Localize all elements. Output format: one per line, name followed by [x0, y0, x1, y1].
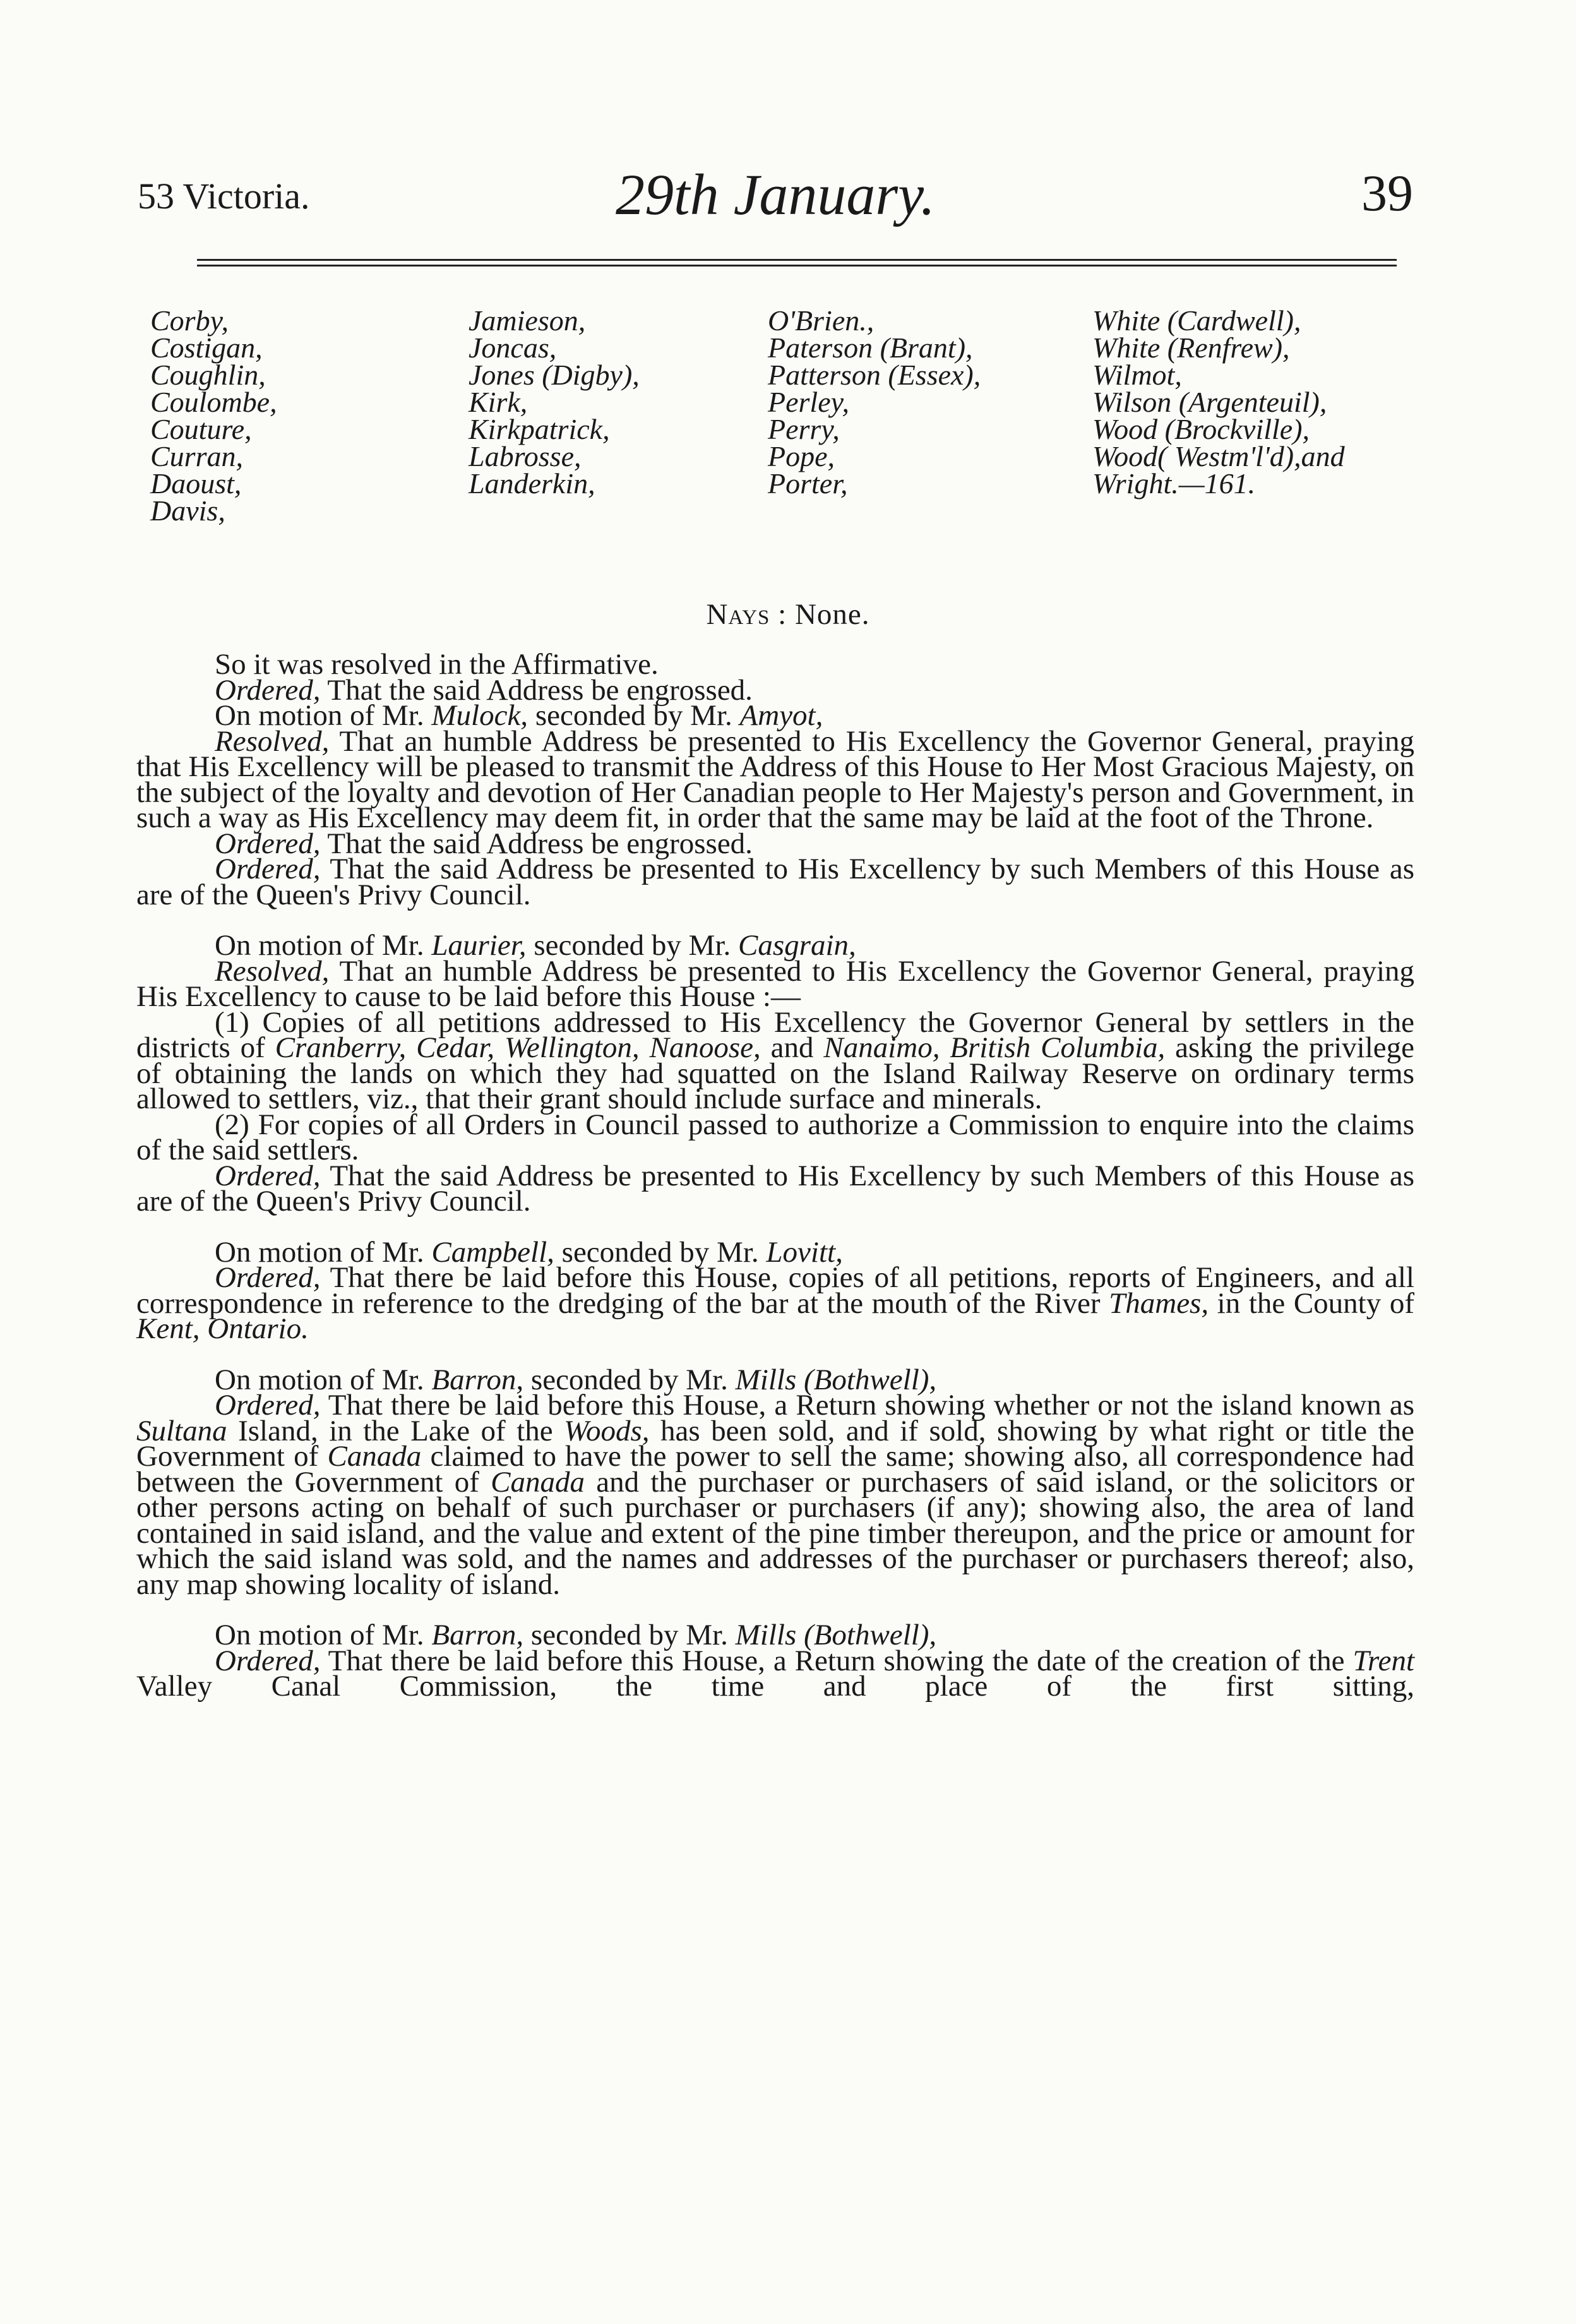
- member-name: White (Renfrew),: [1092, 332, 1290, 364]
- member-name: Perry,: [768, 413, 840, 445]
- member-name: Perley,: [768, 386, 849, 418]
- member-name: Landerkin,: [469, 467, 595, 500]
- session-label: 53 Victoria.: [138, 176, 310, 217]
- motion-line: On motion of Mr. Barron, seconded by Mr. Mills (Bothwell),: [215, 1619, 937, 1651]
- running-header: [138, 161, 1413, 231]
- member-name: Wilmot,: [1092, 359, 1182, 391]
- order-paragraph: Ordered, That there be laid before this House, a Return showing the date of the creation of the Trent Valley Canal Commission, the time and place of the first sitting,: [136, 1644, 1414, 1703]
- member-name: Wood( Westm'l'd),and: [1092, 440, 1345, 472]
- yeas-column-4: [1092, 304, 1345, 500]
- member-name: Pope,: [768, 440, 835, 472]
- member-name: Joncas,: [469, 332, 557, 364]
- member-name: Labrosse,: [469, 440, 582, 472]
- yeas-column-1: [150, 304, 277, 527]
- motion-line: On motion of Mr. Barron, seconded by Mr. Mills (Bothwell),: [215, 1363, 937, 1396]
- member-name: Corby,: [150, 304, 229, 337]
- member-name: Paterson (Brant),: [768, 332, 973, 364]
- order-paragraph: Ordered, That the said Address be engrossed.: [215, 827, 753, 860]
- member-name: Kirkpatrick,: [469, 413, 610, 445]
- member-name: Daoust,: [150, 467, 242, 500]
- member-name: Couture,: [150, 413, 252, 445]
- member-name: Costigan,: [150, 332, 263, 364]
- member-name: Wood (Brockville),: [1092, 413, 1310, 445]
- order-paragraph: Ordered, That there be laid before this House, a Return showing whether or not the island known as Sultana Island, in the Lake of the Woods, has been sold, and if sold, showing by what right or title the Government of Canada claimed to have the power to sell the same; showing also, all correspondence had between the Government of Canada and the purchaser or purchasers of said island, or the solicitors or other persons acting on behalf of such purchaser or purchasers (if any); showing also, the area of land contained in said island, and the value and extent of the pine timber thereupon, and the price or amount for which the said island was sold, and the names and addresses of the purchaser or purchasers thereof; also, any map showing locality of island.: [136, 1389, 1415, 1601]
- member-name: Patterson (Essex),: [768, 359, 981, 391]
- header-rule-top: [197, 259, 1397, 261]
- date-heading: 29th January.: [616, 162, 935, 227]
- motion-line: On motion of Mr. Campbell, seconded by Mr. Lovitt,: [215, 1235, 843, 1269]
- page-number: 39: [1361, 164, 1413, 222]
- member-name: White (Cardwell),: [1092, 304, 1301, 337]
- request-item-1: (1) Copies of all petitions addressed to His Excellency the Governor General by settlers in the districts of Cranberry, Cedar, Wellington, Nanoose, and Nanaimo, British Columbia, asking the privilege of obtaining the lands on which they had squatted on the Island Railway Reserve on ordinary terms allowed to settlers, viz., that their grant should include surface and minerals.: [136, 1005, 1414, 1115]
- member-name: Kirk,: [469, 386, 528, 418]
- order-paragraph: Ordered, That the said Address be presented to His Excellency by such Members of this House as are of the Queen's Privy Council.: [136, 1159, 1414, 1218]
- member-name: Wilson (Argenteuil),: [1092, 386, 1327, 418]
- member-name: Jamieson,: [469, 304, 586, 337]
- nays-label: Nays :: [706, 598, 787, 631]
- yeas-column-2: [469, 304, 640, 500]
- member-name: Wright.—161.: [1092, 467, 1256, 500]
- order-paragraph: Ordered, That the said Address be presented to His Excellency by such Members of this House as are of the Queen's Privy Council.: [136, 853, 1414, 911]
- member-name: Coughlin,: [150, 359, 266, 391]
- member-name: Coulombe,: [150, 386, 277, 418]
- resolution-result: So it was resolved in the Affirmative.: [215, 648, 659, 681]
- member-name: Jones (Digby),: [469, 359, 640, 391]
- resolution-paragraph: Resolved, That an humble Address be presented to His Excellency the Governor General, praying His Excellency to cause to be laid before this House :—: [136, 954, 1414, 1013]
- request-item-2: (2) For copies of all Orders in Council passed to authorize a Commission to enquire into the claims of the said settlers.: [136, 1108, 1414, 1166]
- order-paragraph: Ordered, That there be laid before this House, copies of all petitions, reports of Engineers, and all correspondence in reference to the dredging of the bar at the mouth of the River Thames, in the County of Kent, Ontario.: [136, 1261, 1414, 1345]
- yeas-column-3: [768, 304, 981, 500]
- motion-line: On motion of Mr. Laurier, seconded by Mr. Casgrain,: [215, 929, 856, 962]
- member-name: Porter,: [768, 467, 848, 500]
- nays-value: None.: [794, 598, 870, 631]
- order-engrossed: Ordered, That the said Address be engrossed.: [215, 673, 753, 707]
- nays-line: [0, 597, 1576, 632]
- motion-line: On motion of Mr. Mulock, seconded by Mr. Amyot,: [215, 699, 823, 732]
- journal-body: [136, 648, 1415, 1703]
- resolution-paragraph: Resolved, That an humble Address be presented to His Excellency the Governor General, praying that His Excellency will be pleased to transmit the Address of this House to Her Most Gracious Majesty, on the subject of the loyalty and devotion of Her Canadian people to Her Majesty's person and Government, in such a way as His Excellency may deem fit, in order that the same may be laid at the foot of the Throne.: [136, 724, 1414, 834]
- member-name: Davis,: [150, 494, 225, 527]
- header-rule-bottom: [197, 265, 1397, 267]
- member-name: Curran,: [150, 440, 243, 472]
- member-name: O'Brien.,: [768, 304, 875, 337]
